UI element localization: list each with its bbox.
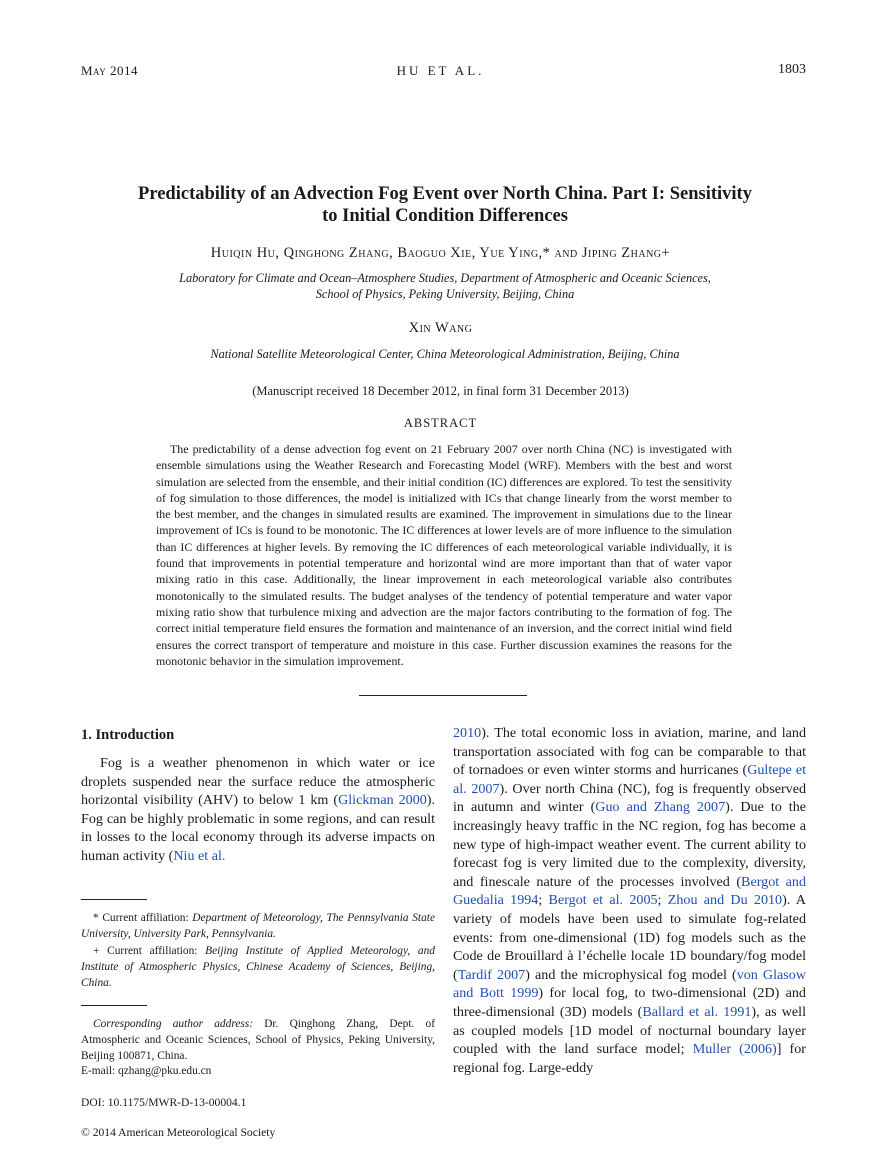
intro-text: ). The total economic loss in aviation, marine, and land transportation associated with fog can be comparable to that of tornadoes or even winter storms and hurricanes ( xyxy=(453,725,806,779)
footnote-text: Department of Meteorology, The Pennsylvania State University, University Park, Pennsylvania. xyxy=(81,912,436,940)
citation-link[interactable]: Glickman 2000 xyxy=(338,792,427,809)
copyright: © 2014 American Meteorological Society xyxy=(81,1126,276,1139)
intro-text: ). Due to the increasingly heavy traffic in the NC region, fog has become a new type of high-impact weather event. The current ability to forecast fog is very limited due to the complexity, diversity, and finescale nature of the processes involved ( xyxy=(453,799,807,890)
title-line-2: to Initial Condition Differences xyxy=(322,206,568,226)
citation-link[interactable]: Muller (2006) xyxy=(692,1041,777,1058)
corresponding-email: E-mail: qzhang@pku.edu.cn xyxy=(81,1065,212,1077)
intro-text: ). Fog can be highly problematic in some regions, and can result in losses to the local economy through its adverse impacts on human activity ( xyxy=(81,792,436,864)
affiliation-1-line-2: School of Physics, Peking University, Beijing, China xyxy=(315,287,575,301)
affiliation-1 xyxy=(100,270,790,302)
page-number: 1803 xyxy=(778,62,806,77)
title-line-1: Predictability of an Advection Fog Event over North China. Part I: Sensitivity xyxy=(138,184,752,204)
intro-text: ] for regional fog. Large-eddy xyxy=(453,1041,806,1076)
intro-text: ). A variety of models have been used to simulate fog-related events: from one-dimensional (1D) fog models such as the Code de Brouillard à l’échelle locale 1D boundary/fog model ( xyxy=(453,892,806,983)
section-divider xyxy=(359,695,527,696)
intro-text: ; xyxy=(538,892,549,909)
citation-link[interactable]: Tardif 2007 xyxy=(457,966,526,983)
corresponding-label: Corresponding author address: xyxy=(93,1018,265,1030)
intro-text: ) for local fog, to two-dimensional (2D) and three-dimensional (3D) models ( xyxy=(453,985,806,1020)
citation-link[interactable]: Bergot and Guedalia 1994 xyxy=(453,873,806,909)
article-title xyxy=(100,183,790,227)
second-author: Xin Wang xyxy=(408,320,473,336)
doi: DOI: 10.1175/MWR-D-13-00004.1 xyxy=(81,1096,247,1109)
footnote-affiliation-2 xyxy=(81,944,435,991)
section-heading-introduction: 1. Introduction xyxy=(81,727,175,743)
abstract-heading: ABSTRACT xyxy=(403,416,478,430)
footnote-rule xyxy=(81,899,147,900)
citation-link[interactable]: Niu et al. xyxy=(173,847,226,864)
footnote-label: * Current affiliation: xyxy=(93,912,193,924)
intro-text: ), as well as coupled models [1D model of nocturnal boundary layer coupled with the land surface model; xyxy=(453,1003,807,1058)
intro-text: Fog is a weather phenomenon in which water or ice droplets suspended near the surface reduce the atmospheric horizontal visibility (AHV) to below 1 km ( xyxy=(81,755,435,809)
intro-text: ) and the microphysical fog model ( xyxy=(525,966,737,983)
intro-text: ). Over north China (NC), fog is frequently observed in autumn and winter ( xyxy=(453,780,806,816)
citation-link[interactable]: Guo and Zhang 2007 xyxy=(595,799,726,816)
manuscript-dates: (Manuscript received 18 December 2012, in final form 31 December 2013) xyxy=(252,384,629,398)
citation-link[interactable]: Ballard et al. 1991 xyxy=(642,1003,752,1020)
footnote-text: Beijing Institute of Applied Meteorology, and Institute of Atmospheric Physics, Chinese Academy of Sciences, Beijing, China. xyxy=(81,945,435,989)
footnote-rule xyxy=(81,1005,147,1006)
footnote-affiliation-1 xyxy=(81,911,435,943)
corresponding-author xyxy=(81,1017,435,1064)
citation-link[interactable]: 2010 xyxy=(453,725,482,741)
abstract-text: The predictability of a dense advection fog event on 21 February 2007 over north China (NC) is investigated with ensemble simulations using the Weather Research and Forecasting Model (WRF). Members with the best and worst simulation are selected from the ensemble, and their initial condition (IC) differences are explored. To test the sensitivity of fog simulation to those differences, the model is initialized with ICs that change linearly from the worst member to the best member, and the changes in simulated results are examined. The improvement in simulations due to the linear improvement of ICs is found to be monotonic. The IC differences at lower levels are of more influence to the simulation than IC differences at higher levels. By removing the IC differences of each meteorological variable individually, it is found that improvements in potential temperature and horizontal wind are more important than that of water vapor mixing ratio in this case. Additionally, the linear improvement in each meteorological variable also contributes monotonically to the simulated results. The budget analyses of the tendency of potential temperature and water vapor mixing ratio show that turbulence mixing and advection are the major factors contributing to the formation of fog. The correct initial temperature field ensures the formation and maintenance of an inversion, and the correct initial wind field ensures the correct transport of temperature and moisture in this case. Further discussion examines the reasons for the monotonic behavior in the simulation improvement. xyxy=(156,442,732,668)
author-list: Huiqin Hu, Qinghong Zhang, Baoguo Xie, Yue Ying,* and Jiping Zhang+ xyxy=(210,245,671,261)
citation-link[interactable]: von Glasow and Bott 1999 xyxy=(453,966,806,1002)
intro-paragraph-left xyxy=(81,754,435,866)
footnote-label: + Current affiliation: xyxy=(93,945,206,957)
running-head-authors: HU ET AL. xyxy=(396,63,485,78)
citation-link[interactable]: Bergot et al. 2005 xyxy=(548,892,658,909)
intro-text: ; xyxy=(657,892,668,909)
running-head-date: May 2014 xyxy=(81,63,138,78)
corresponding-text: Dr. Qinghong Zhang, Dept. of Atmospheric and Oceanic Sciences, School of Physics, Peking University, Beijing 100871, China. xyxy=(81,1018,435,1062)
intro-paragraph-right xyxy=(453,724,806,1077)
citation-link[interactable]: Zhou and Du 2010 xyxy=(667,892,783,909)
citation-link[interactable]: Gultepe et al. 2007 xyxy=(453,762,806,797)
affiliation-1-line-1: Laboratory for Climate and Ocean–Atmosphere Studies, Department of Atmospheric and Oceanic Sciences, xyxy=(179,271,711,285)
affiliation-2: National Satellite Meteorological Center, China Meteorological Administration, Beijing, China xyxy=(210,347,680,361)
